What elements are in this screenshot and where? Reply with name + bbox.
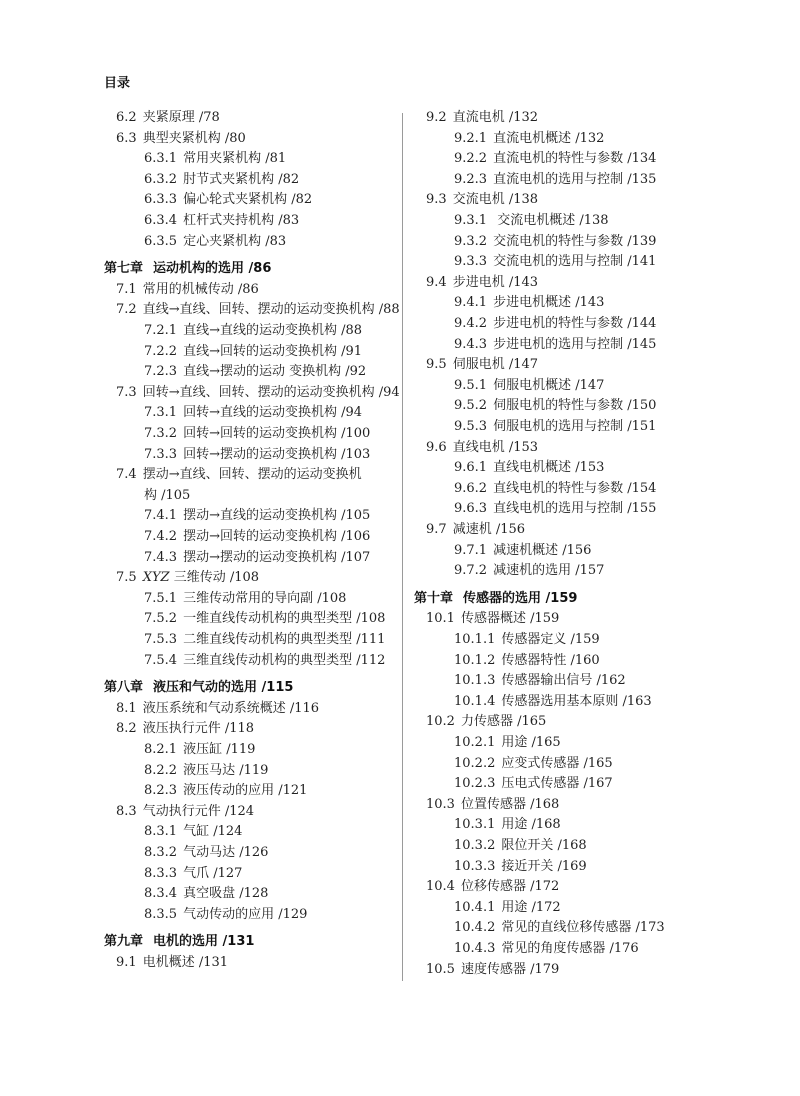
toc-entry xyxy=(426,712,546,732)
toc-entry xyxy=(454,671,626,691)
toc-entry-title: 压电式传感器 /167 xyxy=(501,776,613,792)
toc-entry-title: 构 /105 xyxy=(144,487,191,503)
toc-entry xyxy=(454,541,591,561)
toc-entry-number: 7.4 xyxy=(116,467,137,483)
toc-entry-number: 7.2.2 xyxy=(144,343,178,359)
toc-entry-number: 第七章 xyxy=(104,261,144,277)
toc-entry-title: 力传感器 /165 xyxy=(460,714,547,730)
toc-entry-number: 10.3.2 xyxy=(454,838,496,853)
toc-entry-title: 步进电机 /143 xyxy=(452,274,539,290)
toc-entry-number: 7.4.1 xyxy=(144,508,178,524)
toc-entry xyxy=(426,108,538,128)
toc-entry xyxy=(454,417,656,437)
toc-entry xyxy=(116,953,228,973)
toc-entry-title: 直线电机的特性与参数 /154 xyxy=(493,480,657,496)
toc-entry xyxy=(116,719,254,739)
toc-chapter xyxy=(104,678,293,698)
toc-entry xyxy=(454,898,561,918)
toc-entry-title: 直线电机的选用与控制 /155 xyxy=(493,501,657,517)
toc-entry xyxy=(454,499,656,519)
toc-entry-number: 9.2.2 xyxy=(454,151,488,167)
toc-entry-title: 气缸 /124 xyxy=(183,824,243,840)
toc-entry xyxy=(426,273,538,293)
toc-entry xyxy=(426,877,559,897)
toc-entry xyxy=(426,960,559,980)
toc-entry-title: 常见的直线位移传感器 /173 xyxy=(501,920,665,936)
toc-entry-number: 7.3 xyxy=(116,384,137,400)
toc-entry xyxy=(426,355,538,375)
toc-entry-title: 直流电机 /132 xyxy=(452,110,539,125)
toc-entry-number: 7.3.1 xyxy=(144,405,178,421)
toc-entry-title: 偏心轮式夹紧机构 /82 xyxy=(183,192,313,208)
toc-chapter xyxy=(414,589,577,609)
toc-entry-number: 10.2.1 xyxy=(454,735,496,750)
toc-entry xyxy=(144,190,312,210)
toc-entry-number: 9.7.2 xyxy=(454,563,488,579)
toc-entry-title: 传感器输出信号 /162 xyxy=(501,673,626,689)
toc-entry xyxy=(454,479,656,499)
toc-entry xyxy=(454,376,604,396)
toc-entry-number: 7.5.1 xyxy=(144,590,178,606)
toc-entry-title: 肘节式夹紧机构 /82 xyxy=(183,171,300,187)
toc-entry-number: 9.4.3 xyxy=(454,336,488,352)
toc-entry-number: 6.3 xyxy=(116,130,137,146)
toc-entry-number: 10.3.1 xyxy=(454,817,496,833)
toc-entry-title: 用途 /165 xyxy=(501,735,561,750)
toc-entry-number: 9.5.1 xyxy=(454,377,488,393)
toc-entry xyxy=(454,918,665,938)
toc-entry-number: 9.6.1 xyxy=(454,460,488,476)
toc-entry-title: 传感器选用基本原则 /163 xyxy=(501,693,652,709)
toc-entry-number: 7.4.2 xyxy=(144,529,178,544)
toc-entry-number: 10.1.4 xyxy=(454,693,496,709)
toc-entry-number: 6.3.3 xyxy=(144,192,178,208)
toc-entry xyxy=(426,520,525,540)
toc-entry xyxy=(454,335,656,355)
column-divider xyxy=(402,113,403,981)
toc-entry-number: 10.1.1 xyxy=(454,632,496,647)
toc-entry-number: 7.5.4 xyxy=(144,652,178,668)
toc-entry-number: 7.5 xyxy=(116,570,137,586)
toc-entry xyxy=(116,108,220,128)
toc-entry-title: 三维直线传动机构的典型类型 /112 xyxy=(183,652,386,668)
toc-entry-number: 10.4.1 xyxy=(454,899,496,915)
toc-entry-number: 7.1 xyxy=(116,281,137,297)
toc-entry-title: 速度传感器 /179 xyxy=(460,961,560,977)
toc-entry xyxy=(454,396,656,416)
toc-entry-number: 8.2.3 xyxy=(144,783,178,799)
toc-entry-number: 8.1 xyxy=(116,700,137,716)
toc-entry xyxy=(144,321,362,341)
toc-entry-title: 传感器特性 /160 xyxy=(501,652,600,668)
toc-entry xyxy=(116,465,362,485)
toc-entry-title: 回转→摆动的运动变换机构 /103 xyxy=(183,446,371,462)
toc-entry-number: 9.4.1 xyxy=(454,295,488,311)
toc-entry-title: 电机概述 /131 xyxy=(142,955,229,970)
toc-entry xyxy=(144,506,370,526)
toc-entry-title: 接近开关 /169 xyxy=(501,858,587,874)
toc-entry-number: 9.4 xyxy=(426,274,447,290)
toc-entry-title: 气动传动的应用 /129 xyxy=(183,906,308,922)
toc-entry-title: 气爪 /127 xyxy=(183,865,243,881)
toc-entry-number: 10.4 xyxy=(426,879,455,895)
toc-entry-number: 6.3.5 xyxy=(144,233,178,249)
toc-entry xyxy=(144,548,370,568)
toc-entry xyxy=(144,781,307,801)
toc-entry xyxy=(144,445,370,465)
toc-entry-title: 交流电机的选用与控制 /141 xyxy=(493,254,657,270)
toc-entry-title: 伺服电机概述 /147 xyxy=(493,377,605,393)
toc-entry xyxy=(144,403,362,423)
toc-entry xyxy=(454,857,587,877)
toc-entry-number: 9.1 xyxy=(116,955,137,970)
toc-entry-number: 8.3.5 xyxy=(144,906,178,922)
toc-entry xyxy=(144,609,385,629)
toc-entry xyxy=(116,300,400,320)
toc-entry-number: 9.6.3 xyxy=(454,501,488,517)
toc-entry-title: 液压执行元件 /118 xyxy=(142,721,255,737)
toc-entry-title: 减速机概述 /156 xyxy=(493,542,592,558)
toc-entry xyxy=(144,211,299,231)
toc-entry xyxy=(144,843,268,863)
toc-entry-number: 10.4.3 xyxy=(454,941,496,956)
toc-entry-number: 8.2.1 xyxy=(144,742,178,757)
toc-entry xyxy=(454,630,600,650)
toc-entry xyxy=(144,905,307,925)
toc-entry-title: 步进电机的特性与参数 /144 xyxy=(493,316,657,331)
toc-entry xyxy=(144,822,242,842)
toc-entry xyxy=(116,280,259,300)
toc-entry-title: 三维传动常用的导向副 /108 xyxy=(183,590,347,606)
toc-chapter xyxy=(104,259,271,279)
toc-entry-title: 传感器的选用 /159 xyxy=(463,590,578,606)
toc-entry-number: 10.2.3 xyxy=(454,776,496,792)
toc-entry-title: 伺服电机的选用与控制 /151 xyxy=(493,419,657,434)
toc-entry-title: 摆动→直线、回转、摆动的运动变换机 xyxy=(142,467,362,483)
page-header: 目录 xyxy=(104,76,131,91)
toc-entry-title: 夹紧原理 /78 xyxy=(142,110,220,125)
toc-entry-number: 第十章 xyxy=(414,590,454,606)
toc-entry xyxy=(454,561,604,581)
toc-entry xyxy=(426,438,538,458)
toc-entry-title: 液压系统和气动系统概述 /116 xyxy=(142,700,320,716)
toc-entry-number: 10.2.2 xyxy=(454,755,496,771)
toc-entry xyxy=(454,733,561,753)
toc-entry xyxy=(454,651,600,671)
toc-entry-title: 直流电机概述 /132 xyxy=(493,130,605,146)
toc-entry xyxy=(454,754,613,774)
toc-entry xyxy=(144,170,299,190)
toc-entry-title: 液压传动的应用 /121 xyxy=(183,783,308,799)
toc-entry-title: 直线电机 /153 xyxy=(452,439,539,455)
toc-entry-number: 9.5.3 xyxy=(454,419,488,434)
toc-entry xyxy=(144,486,190,506)
toc-entry-title: 应变式传感器 /165 xyxy=(501,755,613,771)
toc-entry-number: 8.2.2 xyxy=(144,762,178,778)
toc-entry-number: 7.3.2 xyxy=(144,426,178,441)
toc-entry xyxy=(454,129,604,149)
toc-entry xyxy=(116,802,254,822)
toc-entry xyxy=(144,149,286,169)
toc-entry-number: 9.5 xyxy=(426,357,447,373)
toc-entry xyxy=(454,252,656,272)
toc-entry-title: 摆动→摆动的运动变换机构 /107 xyxy=(183,549,371,565)
toc-entry-number: 9.3 xyxy=(426,192,447,208)
toc-entry-number: 10.5 xyxy=(426,961,455,977)
toc-entry-title: 二维直线传动机构的典型类型 /111 xyxy=(183,632,386,647)
toc-entry-title: 回转→直线、回转、摆动的运动变换机构 /94 xyxy=(142,384,400,400)
toc-entry-number: 6.3.2 xyxy=(144,171,178,187)
toc-entry-title: 真空吸盘 /128 xyxy=(183,886,269,902)
toc-entry-title: XYZ 三维传动 /108 xyxy=(142,570,260,586)
toc-entry xyxy=(454,774,613,794)
toc-entry xyxy=(454,211,609,231)
toc-entry-number: 9.3.3 xyxy=(454,254,488,270)
toc-entry-number: 10.2 xyxy=(426,714,455,730)
toc-entry-title: 定心夹紧机构 /83 xyxy=(183,233,287,249)
toc-entry-title: 用途 /172 xyxy=(501,899,561,915)
toc-entry-title: 直流电机的特性与参数 /134 xyxy=(493,151,657,167)
toc-entry xyxy=(454,458,604,478)
toc-entry-number: 7.5.2 xyxy=(144,611,178,627)
toc-entry xyxy=(426,190,538,210)
toc-entry-number: 10.4.2 xyxy=(454,920,496,936)
toc-entry-title: 直线→直线的运动变换机构 /88 xyxy=(183,323,363,338)
toc-entry xyxy=(454,815,561,835)
toc-entry-title: 交流电机 /138 xyxy=(452,192,539,208)
toc-entry-number: 7.3.3 xyxy=(144,446,178,462)
toc-entry-title: 气动执行元件 /124 xyxy=(142,803,255,819)
toc-entry-number: 9.5.2 xyxy=(454,398,488,414)
toc-entry-title: 常见的角度传感器 /176 xyxy=(501,941,639,956)
toc-entry xyxy=(454,149,656,169)
toc-entry xyxy=(144,342,362,362)
toc-entry-title: 液压缸 /119 xyxy=(183,742,256,757)
toc-entry-title: 步进电机的选用与控制 /145 xyxy=(493,336,657,352)
toc-entry-title: 直线→摆动的运动 变换机构 /92 xyxy=(183,364,367,380)
toc-entry xyxy=(116,129,246,149)
toc-entry xyxy=(116,699,319,719)
toc-entry-number: 9.2.1 xyxy=(454,130,488,146)
toc-entry xyxy=(426,795,559,815)
toc-entry xyxy=(144,527,370,547)
toc-entry-title: 交流电机的特性与参数 /139 xyxy=(493,233,657,249)
toc-entry-title: 回转→回转的运动变换机构 /100 xyxy=(183,426,371,441)
toc-entry-number: 9.7.1 xyxy=(454,542,488,558)
toc-entry-number: 9.3.2 xyxy=(454,233,488,249)
toc-entry-number: 9.2.3 xyxy=(454,171,488,187)
toc-entry xyxy=(144,761,268,781)
toc-entry xyxy=(454,836,587,856)
toc-entry-title: 液压和气动的选用 /115 xyxy=(153,680,294,696)
toc-entry xyxy=(454,293,604,313)
toc-entry-number: 7.2 xyxy=(116,302,137,318)
toc-entry-title: 位置传感器 /168 xyxy=(460,796,560,812)
toc-entry-title: 减速机的选用 /157 xyxy=(493,563,605,579)
toc-entry-title: 伺服电机的特性与参数 /150 xyxy=(493,398,657,414)
toc-entry-number: 10.3 xyxy=(426,796,455,812)
toc-entry xyxy=(144,884,268,904)
toc-entry-number: 9.2 xyxy=(426,110,447,125)
toc-entry-title: 液压马达 /119 xyxy=(183,762,269,778)
toc-entry-title: 摆动→回转的运动变换机构 /106 xyxy=(183,529,371,544)
toc-entry xyxy=(116,383,400,403)
toc-entry xyxy=(144,630,385,650)
toc-entry-title: 杠杆式夹持机构 /83 xyxy=(183,213,300,228)
toc-entry xyxy=(144,864,242,884)
toc-entry-title: 摆动→直线的运动变换机构 /105 xyxy=(183,508,371,524)
toc-entry-number: 10.1.3 xyxy=(454,673,496,689)
toc-entry-title: 常用的机械传动 /86 xyxy=(142,281,259,297)
toc-entry-title: 直线→回转的运动变换机构 /91 xyxy=(183,343,363,359)
toc-entry-number: 9.6.2 xyxy=(454,480,488,496)
toc-entry-title: 气动马达 /126 xyxy=(183,845,269,860)
toc-entry-number: 7.2.1 xyxy=(144,323,178,338)
toc-entry-title: 减速机 /156 xyxy=(452,522,526,537)
toc-entry-number: 10.1.2 xyxy=(454,652,496,668)
toc-entry-title: 步进电机概述 /143 xyxy=(493,295,605,311)
toc-entry-title: 传感器定义 /159 xyxy=(501,632,600,647)
toc-entry xyxy=(144,740,255,760)
toc-entry-title: 典型夹紧机构 /80 xyxy=(142,130,246,146)
toc-entry-title: 用途 /168 xyxy=(501,817,561,833)
toc-entry-number: 6.2 xyxy=(116,110,137,125)
toc-entry xyxy=(144,362,366,382)
toc-chapter xyxy=(104,932,254,952)
toc-entry-number: 8.3 xyxy=(116,803,137,819)
toc-entry-title: 限位开关 /168 xyxy=(501,838,587,853)
toc-entry-number: 9.6 xyxy=(426,439,447,455)
toc-entry-title: 直线电机概述 /153 xyxy=(493,460,605,476)
toc-entry-title: 常用夹紧机构 /81 xyxy=(183,151,287,167)
toc-entry xyxy=(144,232,286,252)
toc-entry-number: 6.3.4 xyxy=(144,213,178,228)
toc-entry-title: 运动机构的选用 /86 xyxy=(153,261,272,277)
toc-entry-number: 6.3.1 xyxy=(144,151,178,167)
toc-entry-number: 9.3.1 xyxy=(454,213,488,228)
toc-entry-title: 回转→直线的运动变换机构 /94 xyxy=(183,405,363,421)
toc-entry-number: 8.3.4 xyxy=(144,886,178,902)
toc-entry-title: 伺服电机 /147 xyxy=(452,357,539,373)
toc-entry-number: 8.3.3 xyxy=(144,865,178,881)
toc-entry-number: 8.3.1 xyxy=(144,824,178,840)
toc-entry xyxy=(454,692,652,712)
toc-entry-title: 直流电机的选用与控制 /135 xyxy=(493,171,657,187)
toc-entry xyxy=(454,939,639,959)
toc-entry xyxy=(144,424,370,444)
toc-entry-title: 传感器概述 /159 xyxy=(460,611,560,627)
toc-entry xyxy=(426,609,559,629)
toc-entry xyxy=(116,568,259,588)
toc-entry-number: 8.3.2 xyxy=(144,845,178,860)
toc-entry-number: 第八章 xyxy=(104,680,144,696)
toc-entry xyxy=(144,651,385,671)
toc-entry xyxy=(144,589,346,609)
toc-entry-title: 交流电机概述 /138 xyxy=(493,213,609,228)
toc-entry-title: 电机的选用 /131 xyxy=(153,934,255,950)
toc-entry xyxy=(454,232,656,252)
toc-entry-number: 7.4.3 xyxy=(144,549,178,565)
toc-entry-number: 7.2.3 xyxy=(144,364,178,380)
toc-entry-number: 9.4.2 xyxy=(454,316,488,331)
toc-entry-number: 10.1 xyxy=(426,611,455,627)
toc-entry xyxy=(454,314,656,334)
toc-entry-title: 一维直线传动机构的典型类型 /108 xyxy=(183,611,386,627)
toc-entry-number: 10.3.3 xyxy=(454,858,496,874)
toc-entry xyxy=(454,170,656,190)
toc-entry-number: 7.5.3 xyxy=(144,632,178,647)
toc-entry-title: 直线→直线、回转、摆动的运动变换机构 /88 xyxy=(142,302,400,318)
toc-entry-number: 9.7 xyxy=(426,522,447,537)
toc-entry-title: 位移传感器 /172 xyxy=(460,879,560,895)
toc-entry-number: 8.2 xyxy=(116,721,137,737)
toc-entry-number: 第九章 xyxy=(104,934,144,950)
